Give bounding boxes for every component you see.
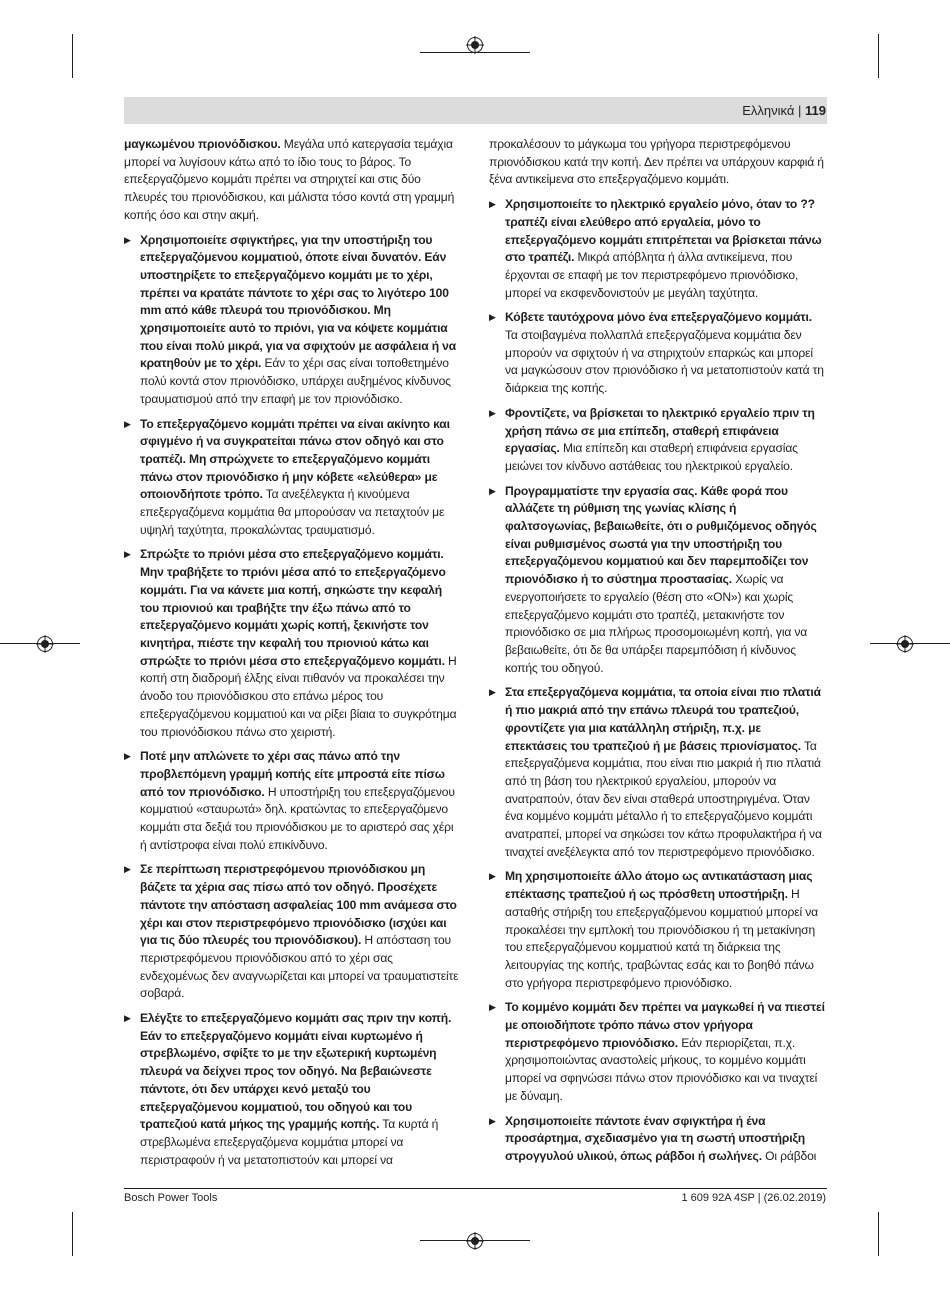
page-header [742, 103, 826, 118]
crop-mark-top-right [878, 34, 879, 78]
body-text: Τα επεξεργαζόμενα κομμάτια, που είναι πιο μακριά ή πιο πλατιά από τη βάση του ηλεκτρικού εργαλείου, μπορούν να ανατραπούν, όταν δεν είναι σταθερά υποστηριγμένα. Όταν ένα κομμένο κομμάτι μέταλλο ή το επεξεργαζόμενο κομμάτι ανατραπεί, μπορεί να σηκώσει τον κάτω προφυλακτήρα ή να τιναχτεί ανεξέλεγκτα από τον περιστρεφόμενο πριονόδισκο. [505, 738, 822, 859]
warning-item [124, 748, 460, 854]
bold-text: Φροντίζετε, να βρίσκεται το ηλεκτρικό εργαλείο πριν τη χρήση πάνω σε μια επίπεδη, σταθερή επιφάνεια εργασίας. [505, 405, 815, 456]
bold-text: Μη χρησιμοποιείτε άλλο άτομο ως αντικατάσταση μιας επέκτασης τραπεζιού ή ως πρόσθετη υποστήριξη. [505, 869, 813, 902]
bold-text: Χρησιμοποιείτε σφιγκτήρες, για την υποστήριξη του επεξεργαζόμενου κομματιού, όποτε είναι δυνατόν. Εάν υποστηρίξετε το επεξεργαζόμενο κομμάτι με το χέρι, πρέπει να κρατάτε πάντοτε το χέρι σας το λιγότερο 100 mm από κάθε πλευρά του πριονόδισκου. Μη χρησιμοποιείτε αυτό το πριόνι, για να κόψετε κομμάτια που είναι πολύ μικρά, για να σφιχτούν με ασφάλεια ή να κρατηθούν με το χέρι. [140, 232, 457, 371]
footer-divider [124, 1188, 827, 1189]
bold-text: Ελέγξτε το επεξεργαζόμενο κομμάτι σας πριν την κοπή. Εάν το επεξεργαζόμενο κομμάτι είναι κυρτωμένο ή στρεβλωμένο, σφίξτε το με την εξωτερική κυρτωμένη πλευρά να δείχνει προς τον οδηγό. Να βεβαιώνεστε πάντοτε, ότι δεν υπάρχει κενό μεταξύ του επεξεργαζόμενου κομματιού, του οδηγού και του τραπεζιού κατά μήκος της γραμμής κοπής. [140, 1011, 452, 1132]
bold-text: Ποτέ μην απλώνετε το χέρι σας πάνω από την προβλεπόμενη γραμμή κοπής είτε μπροστά είτε πίσω από τον πριονόδισκο. [140, 749, 445, 799]
registration-mark-right-icon [896, 635, 914, 653]
bold-text: Στα επεξεργαζόμενα κομμάτια, τα οποία είναι πιο πλατιά ή πιο μακριά από την επάνω πλευρά του τραπεζιού, φροντίζετε για μια κατάλληλη στήριξη, π.χ. με επεκτάσεις του τραπεζιού ή με βάσεις πριονίσματος. [505, 685, 821, 753]
warning-item [489, 868, 825, 992]
warning-item [489, 483, 825, 678]
bold-text: Σπρώξτε το πριόνι μέσα στο επεξεργαζόμενο κομμάτι. Μην τραβήξετε το πριόνι μέσα από το επεξεργαζόμενο κομμάτι. Για να κάνετε μια κοπή, σηκώστε την κεφαλή του πριονιού και τραβήξτε την έξω πάνω από το επεξεργαζόμενο κομμάτι χωρίς κοπή, ξεκινήστε τον κινητήρα, πιέστε την κεφαλή του πριονιού κάτω και σπρώξτε το πριόνι μέσα στο επεξεργαζόμενο κομμάτι. [140, 547, 446, 668]
paragraph [489, 136, 825, 189]
warning-item [489, 1113, 825, 1166]
warning-item [124, 1010, 460, 1169]
footer-brand: Bosch Power Tools [124, 1192, 218, 1204]
registration-mark-bottom-icon [466, 1232, 484, 1250]
bold-text: Το επεξεργαζόμενο κομμάτι πρέπει να είναι ακίνητο και σφιγμένο ή να συγκρατείται πάνω στον οδηγό και στο τραπέζι. Μη σπρώχνετε το επεξεργαζόμενο κομμάτι πάνω στον πριονόδισκο ή μην κόβετε «ελεύθερα» με οποιονδήποτε τρόπο. [140, 416, 450, 502]
warning-item [489, 684, 825, 861]
bold-text: Σε περίπτωση περιστρεφόμενου πριονόδισκου μη βάζετε τα χέρια σας πίσω από τον οδηγό. Προσέχετε πάντοτε την απόσταση ασφαλείας 100 mm ανάμεσα στο χέρι και στον περιστρεφόμενο πριονόδισκο (ισχύει και για τις δύο πλευρές του πριονόδισκου). [140, 862, 457, 948]
bold-text: Το κομμένο κομμάτι δεν πρέπει να μαγκωθεί ή να πιεστεί με οποιοδήποτε τρόπο πάνω στον γρήγορα περιστρεφόμενο πριονόδισκο. [505, 1000, 825, 1050]
bold-text: Χρησιμοποιείτε πάντοτε έναν σφιγκτήρα ή ένα προσάρτημα, σχεδιασμένο για τη σωστή υποστήριξη στρογγυλού υλικού, όπως ράβδοι ή σωλήνες. [505, 1113, 805, 1163]
header-language: Ελληνικά [742, 103, 795, 118]
body-text: Τα ανεξέλεγκτα ή κινούμενα επεξεργαζόμενα κομμάτια θα μπορούσαν να πεταχτούν με υψηλή ταχύτητα, προκαλώντας τραυματισμό. [140, 487, 445, 537]
registration-mark-top-icon [466, 36, 484, 54]
body-text: Εάν το χέρι σας είναι τοποθετημένο πολύ κοντά στον πριονόδισκο, υπάρχει αυξημένος κίνδυνος τραυματισμού από την επαφή με τον πριονόδισκο. [140, 356, 451, 406]
body-text: προκαλέσουν το μάγκωμα του γρήγορα περιστρεφόμενου πριονόδισκου κατά την κοπή. Δεν πρέπει να υπάρχουν καρφιά ή ξένα αντικείμενα στο επεξεργαζόμενο κομμάτι. [489, 137, 824, 187]
warning-item [489, 999, 825, 1105]
header-separator: | [798, 103, 802, 118]
warning-item [489, 309, 825, 398]
warning-item [489, 405, 825, 476]
bold-text: Προγραμματίστε την εργασία σας. Κάθε φορά που αλλάζετε τη ρύθμιση της γωνίας κλίσης ή φαλτσογωνίας, βεβαιωθείτε, ότι ο ρυθμιζόμενος οδηγός είναι ρυθμισμένος σωστά για την υποστήριξη του επεξεργαζόμενου κομματιού και δεν παρεμποδίζει τον πριονόδισκο ή το σύστημα προστασίας. [505, 483, 817, 587]
body-text: Η υποστήριξη του επεξεργαζόμενου κομματιού «σταυρωτά» δηλ. κρατώντας το επεξεργαζόμενο κομμάτι στα δεξιά του πριονόδισκου με το αριστερό σας χέρι ή αντίστροφα είναι πολύ επικίνδυνο. [140, 784, 455, 852]
warning-item [124, 546, 460, 741]
warning-item [124, 861, 460, 1003]
bold-text: μαγκωμένου πριονόδισκου. [124, 137, 281, 151]
body-text: Μια επίπεδη και σταθερή επιφάνεια εργασίας μειώνει τον κίνδυνο αστάθειας του ηλεκτρικού εργαλείο. [505, 441, 798, 473]
body-text: Μεγάλα υπό κατεργασία τεμάχια μπορεί να λυγίσουν κάτω από το ίδιο τους το βάρος. Το επεξεργαζόμενο κομμάτι πρέπει να στηριχτεί και στις δύο πλευρές του πριονόδισκου, και μάλιστα τόσο κοντά στη γραμμή κοπής όσο και στην ακμή. [124, 137, 455, 222]
warning-item [124, 232, 460, 409]
page-number: 119 [805, 103, 826, 118]
body-text: Η απόσταση του περιστρεφόμενου πριονόδισκου από το χέρι σας ενδεχομένως δεν αναγνωρίζεται και μπορεί να τραυματιστείτε σοβαρά. [140, 933, 459, 1001]
body-text: Η κοπή στη διαδρομή έλξης είναι πιθανόν να προκαλέσει την άνοδο του πριονόδισκου στο επάνω μέρος του επεξεργαζόμενου κομματιού και να ρίξει βίαια το συγκρότημα του πριονόδισκου πάνω στο χειριστή. [140, 653, 457, 739]
header-bar [124, 97, 827, 124]
bold-text: Χρησιμοποιείτε το ηλεκτρικό εργαλείο μόνο, όταν το ?? τραπέζι είναι ελεύθερο από εργαλεία, μόνο το επεξεργαζόμενο κομμάτι επιτρέπεται να βρίσκεται πάνω στο τραπέζι. [505, 197, 822, 265]
body-text: Εάν περιορίζεται, π.χ. χρησιμοποιώντας αναστολείς μήκους, το κομμένο κομμάτι μπορεί να σφηνώσει πάνω στον πριονόδισκο και να τιναχτεί με δύναμη. [505, 1035, 818, 1103]
footer-doc-id: 1 609 92A 4SP | (26.02.2019) [681, 1192, 826, 1204]
body-text: Χωρίς να ενεργοποιήσετε το εργαλείο (θέση στο «ON») και χωρίς επεξεργαζόμενο κομμάτι στο τραπέζι, μετακινήστε τον πριονόδισκο σε μια πλήρως προσομοιωμένη κοπή, για να βεβαιωθείτε, ότι δε θα υπάρξει παρεμπόδιση ή κίνδυνος κοπής του οδηγού. [505, 572, 808, 675]
body-text: Μικρά απόβλητα ή άλλα αντικείμενα, που έρχονται σε επαφή με τον περιστρεφόμενο πριονόδισκο, μπορεί να εκσφενδονιστούν με μεγάλη ταχύτητα. [505, 250, 799, 300]
right-column [489, 136, 825, 1173]
body-text: Τα στοιβαγμένα πολλαπλά επεξεργαζόμενα κομμάτια δεν μπορούν να σφιχτούν ή να στηριχτούν επαρκώς και μπορεί να μαγκώσουν στον πριονόδισκο ή να μετατοπιστούν κατά τη διάρκεια της κοπής. [505, 328, 824, 396]
body-text: Η ασταθής στήριξη του επεξεργαζόμενου κομματιού μπορεί να προκαλέσει την εμπλοκή του πριονόδισκου ή τη μετακίνηση του επεξεργαζόμενου κομματιού κατά τη διάρκεια της λειτουργίας της κοπής, τραβώντας εσάς και το βοηθό πάνω στο γρήγορα περιστρεφόμενο πριονόδισκο. [505, 887, 818, 990]
body-text: Οι ράβδοι [761, 1148, 817, 1163]
left-column [124, 136, 460, 1176]
warning-item [124, 416, 460, 540]
crop-mark-bottom-left [72, 1212, 73, 1256]
paragraph [124, 136, 460, 225]
body-text: Τα κυρτά ή στρεβλωμένα επεξεργαζόμενα κομμάτια μπορεί να περιστραφούν ή να μετατοπιστούν και μπορεί να [140, 1117, 439, 1167]
bold-text: Κόβετε ταυτόχρονα μόνο ένα επεξεργαζόμενο κομμάτι. [505, 310, 812, 325]
registration-mark-left-icon [36, 635, 54, 653]
crop-mark-top-left [72, 34, 73, 78]
warning-item [489, 196, 825, 302]
crop-mark-bottom-right [878, 1212, 879, 1256]
